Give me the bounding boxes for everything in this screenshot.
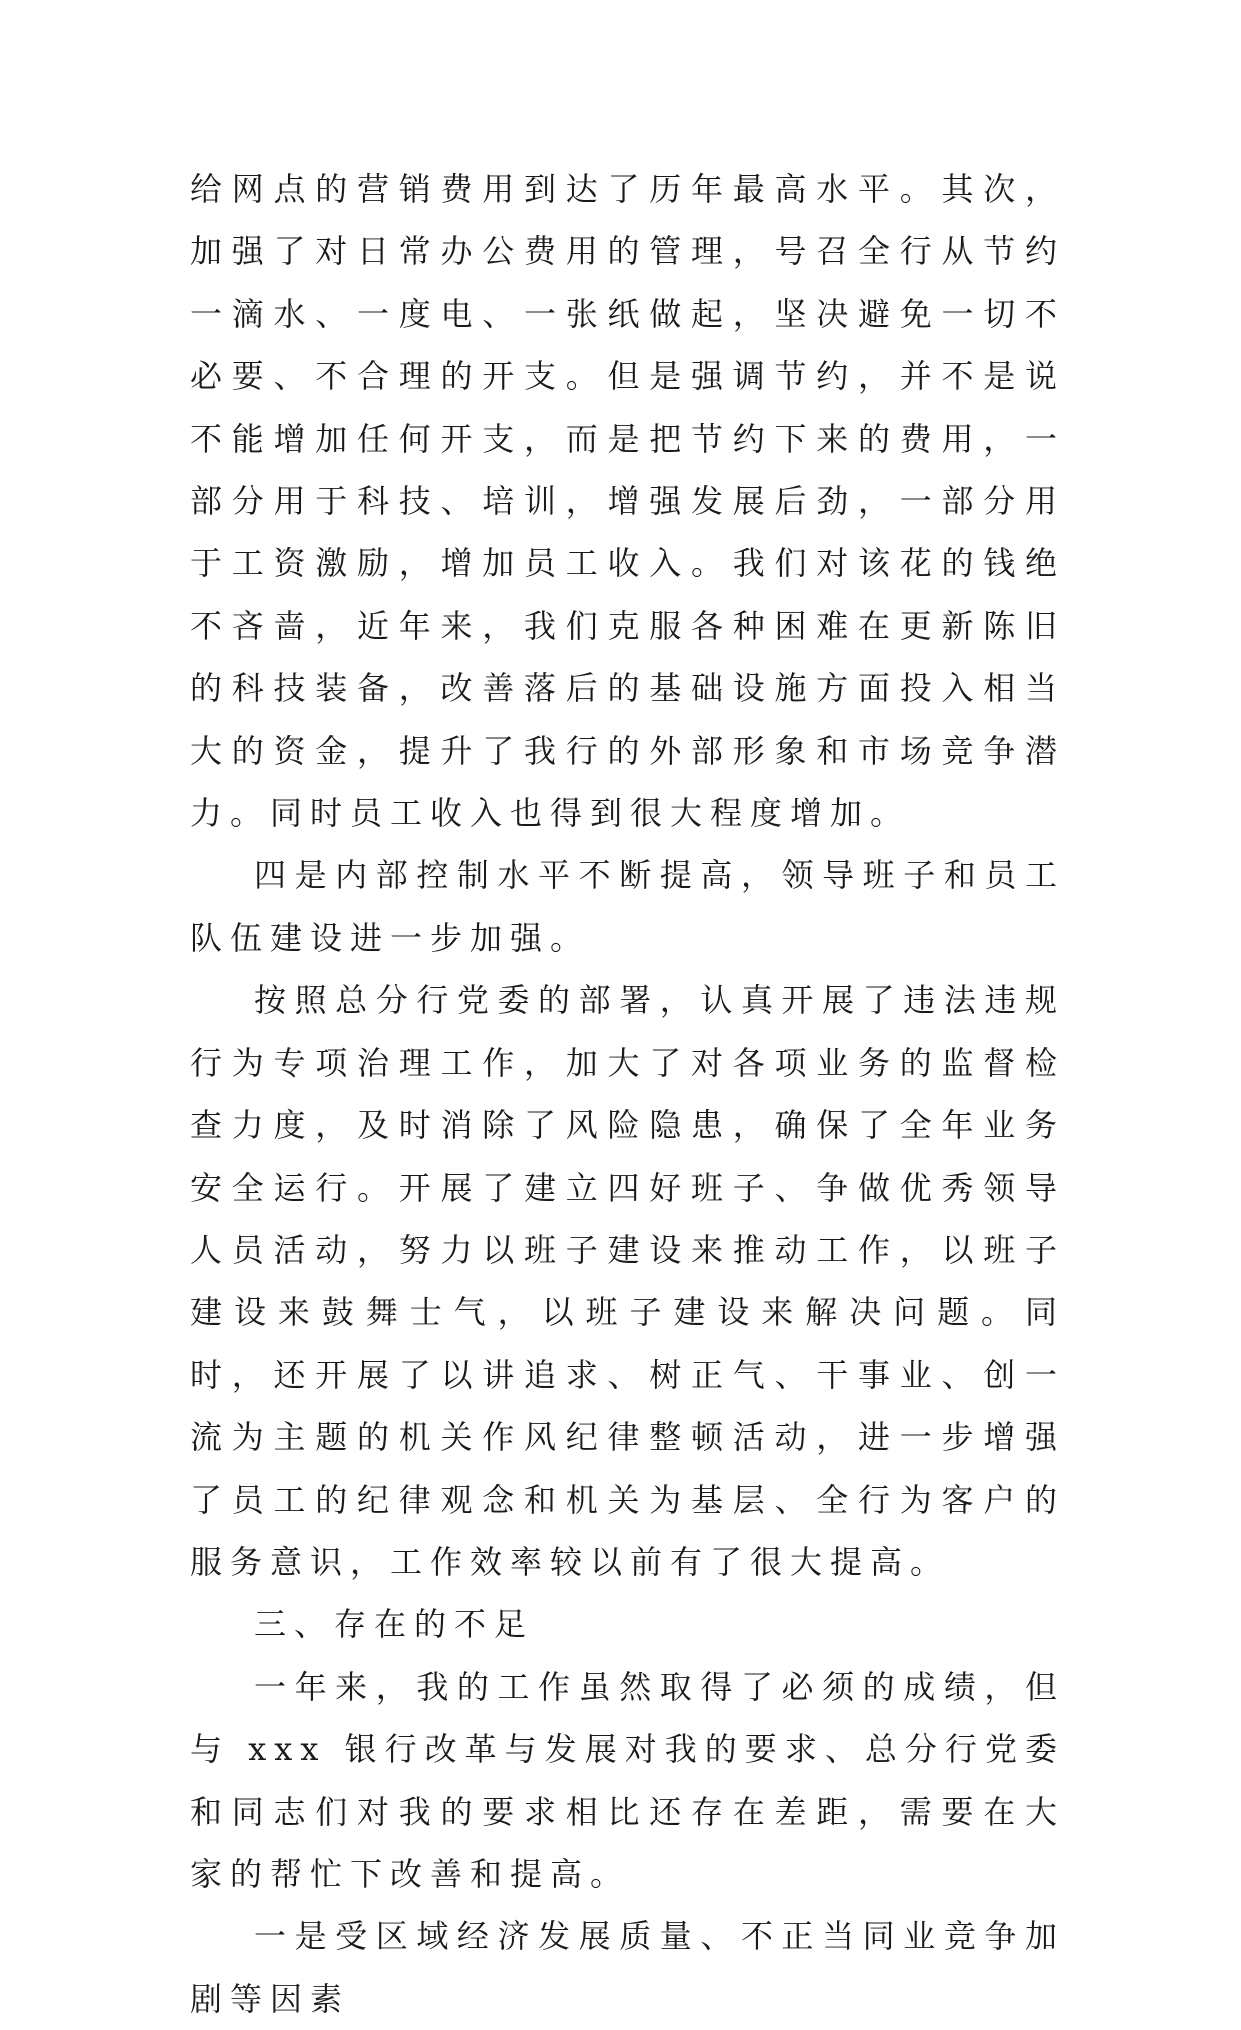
section-heading: 三、存在的不足 [254,1605,535,1644]
paragraph-5: 一是受区域经济发展质量、不正当同业竞争加剧等因素 [190,1917,1065,2018]
document-body [190,158,1065,2030]
paragraph-4: 一年来，我的工作虽然取得了必须的成绩，但与 xxx 银行改革与发展对我的要求、总分行党委和同志们对我的要求相比还存在差距，需要在大家的帮忙下改善和提高。 [190,1667,1065,1893]
paragraph-1: 给网点的营销费用到达了历年最高水平。其次，加强了对日常办公费用的管理，号召全行从节约一滴水、一度电、一张纸做起，坚决避免一切不必要、不合理的开支。但是强调节约，并不是说不能增加任何开支，而是把节约下来的费用，一部分用于科技、培训，增强发展后劲，一部分用于工资激励，增加员工收入。我们对该花的钱绝不吝啬，近年来，我们克服各种困难在更新陈旧的科技装备，改善落后的基础设施方面投入相当大的资金，提升了我行的外部形象和市场竞争潜力。同时员工收入也得到很大程度增加。 [190,170,1065,833]
paragraph-3: 按照总分行党委的部署，认真开展了违法违规行为专项治理工作，加大了对各项业务的监督检查力度，及时消除了风险隐患，确保了全年业务安全运行。开展了建立四好班子、争做优秀领导人员活动，努力以班子建设来推动工作，以班子建设来鼓舞士气，以班子建设来解决问题。同时，还开展了以讲追求、树正气、干事业、创一流为主题的机关作风纪律整顿活动，进一步增强了员工的纪律观念和机关为基层、全行为客户的服务意识，工作效率较以前有了很大提高。 [190,981,1065,1581]
paragraph-2: 四是内部控制水平不断提高，领导班子和员工队伍建设进一步加强。 [190,856,1065,957]
